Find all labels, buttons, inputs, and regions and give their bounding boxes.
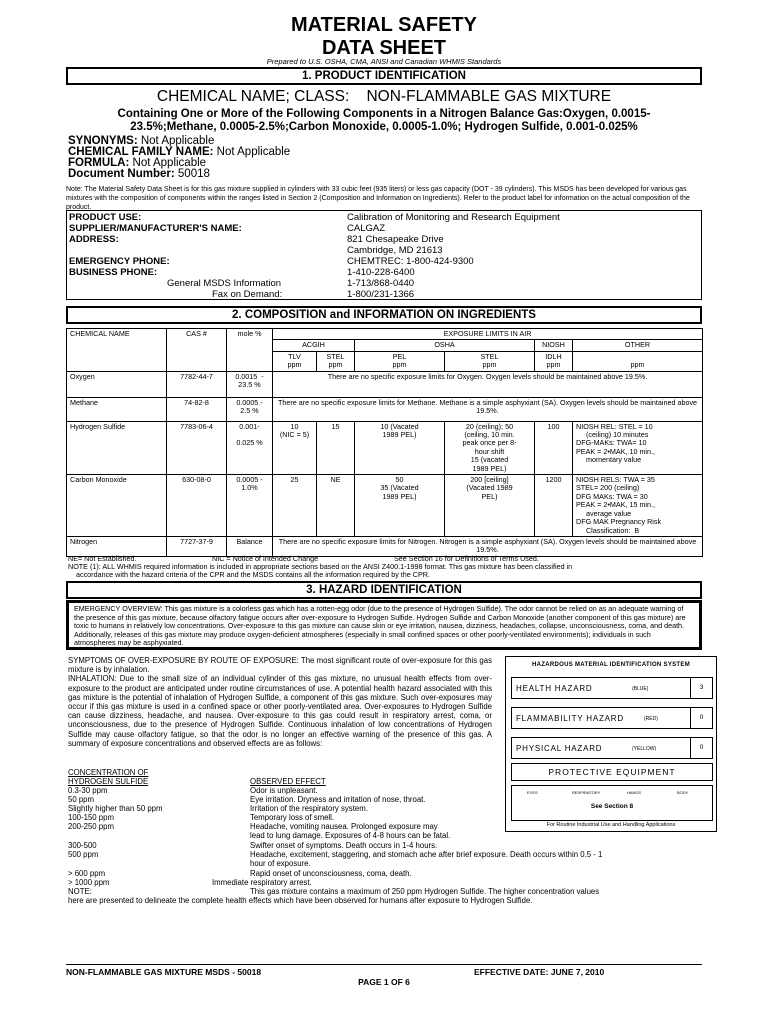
hdr-cas: CAS #: [167, 329, 227, 372]
footer-page-number: PAGE 1 OF 6: [358, 977, 410, 987]
general-info-label: General MSDS Information: [167, 278, 282, 289]
hdr-osha-stel-label: STEL: [480, 351, 499, 361]
docnum-line: [68, 168, 210, 180]
table-row: [67, 536, 703, 556]
symptoms-text: SYMPTOMS OF OVER-EXPOSURE BY ROUTE OF EXPOSURE: The most significant route of over-exposure for this gas mixture is by inhalation.: [68, 656, 492, 675]
formula-value: Not Applicable: [132, 157, 207, 169]
conc-1: 0.3-30 ppm: [68, 786, 108, 795]
emergency-phone-value: CHEMTREC: 1-800-424-9300: [347, 256, 474, 267]
hdr-osha-stel-unit: ppm: [482, 360, 497, 370]
hdr-tlv: [273, 351, 317, 371]
row-h2s-tlv: 10 (NIC = 5): [273, 421, 317, 474]
address-line-1: 821 Chesapeake Drive: [347, 234, 444, 245]
effect-7: Headache, excitement, staggering, and stomach ache after brief exposure. Death occurs within 0.5 - 1: [250, 850, 603, 859]
hdr-stel-label: STEL: [326, 351, 345, 361]
hdr-other-unit: [573, 351, 703, 371]
conc-6: 300-500: [68, 841, 97, 850]
docnum-value: 50018: [177, 168, 210, 180]
table-row: [67, 475, 703, 537]
physical-hazard-color: (YELLOW): [632, 746, 657, 752]
components-statement: [66, 108, 702, 134]
footer-rule: [66, 964, 702, 965]
components-line-1: Containing One or More of the Following Components in a Nitrogen Balance Gas:Oxygen, 0.0015-: [117, 108, 651, 120]
protective-equipment-label: PROTECTIVE EQUIPMENT: [511, 763, 713, 781]
row-co-name: Carbon Monoxide: [67, 475, 167, 537]
effect-header: OBSERVED EFFECT: [250, 777, 326, 786]
product-use-label: PRODUCT USE:: [69, 212, 142, 223]
row-nitrogen-name: Nitrogen: [67, 536, 167, 556]
fn-nic: NIC = Notice of Intended Change: [212, 554, 319, 563]
chemical-name: CHEMICAL NAME; CLASS: NON-FLAMMABLE GAS MIXTURE: [156, 88, 612, 105]
conc-header-1: CONCENTRATION OF: [68, 768, 149, 777]
table-row: [67, 397, 703, 421]
effect-9: Immediate respiratory arrest.: [212, 878, 312, 887]
hdr-stel: [317, 351, 355, 371]
effect-8: Rapid onset of unconsciousness, coma, death.: [250, 869, 412, 878]
hdr-niosh: NIOSH: [535, 340, 573, 351]
health-hazard-value: 3: [690, 678, 712, 698]
flammability-hazard-value: 0: [690, 708, 712, 728]
conc-7: 500 ppm: [68, 850, 99, 859]
row-methane-mole: 0.0005 - 2.5 %: [227, 397, 273, 421]
hdr-idlh: [535, 351, 573, 371]
row-co-osha-stel: 200 [ceiling] (Vacated 1989 PEL): [445, 475, 535, 537]
section3-heading: 3. HAZARD IDENTIFICATION: [66, 581, 702, 599]
address-line-2: Cambridge, MD 21613: [347, 245, 443, 256]
effect-4: Temporary loss of smell.: [250, 813, 335, 822]
hdr-chemical-name: CHEMICAL NAME: [67, 329, 167, 372]
health-hazard-color: (BLUE): [632, 686, 649, 692]
family-label: CHEMICAL FAMILY NAME:: [68, 146, 214, 158]
conc-2: 50 ppm: [68, 795, 95, 804]
flammability-hazard-label: FLAMMABILITY HAZARD: [516, 714, 624, 723]
formula-label: FORMULA:: [68, 157, 130, 169]
synonyms-label: SYNONYMS:: [68, 135, 138, 147]
business-phone-value: 1-410-228-6400: [347, 267, 415, 278]
conc-8: > 600 ppm: [68, 869, 106, 878]
hmis-routine-note: For Routine Industrial Use and Handling Applications: [546, 822, 676, 828]
hdr-other-unit-label: ppm: [630, 360, 645, 370]
table-row: [67, 421, 703, 474]
note-text: This gas mixture contains a maximum of 250 ppm Hydrogen Sulfide. The higher concentration values: [250, 887, 600, 896]
row-co-tlv: 25: [273, 475, 317, 537]
footer-doc-name: NON-FLAMMABLE GAS MIXTURE MSDS - 50018: [66, 967, 262, 977]
row-nitrogen-note: There are no specific exposure limits for Nitrogen. Nitrogen is a simple asphyxiant (SA). Oxygen levels should be maintained above 19.5%.: [273, 536, 703, 556]
ppe-respiratory: RESPIRATORY: [572, 790, 601, 795]
row-co-cas: 630-08-0: [167, 475, 227, 537]
msds-note: Note: The Material Safety Data Sheet is for this gas mixture supplied in cylinders with 33 cubic feet (935 liters) or less gas capacity (DOT - 39 cylinders). This MSDS has been developed for various gas mixtures with the composition of components within the ranges listed in Section 2 (Composition and Information on Ingredients). Refer to the product label for information on the actual composition of the product.: [66, 186, 690, 211]
doc-title-line1: MATERIAL SAFETY: [291, 14, 477, 36]
physical-hazard-value: 0: [690, 738, 712, 758]
business-phone-label: BUSINESS PHONE:: [69, 267, 158, 278]
row-h2s-stel: 15: [317, 421, 355, 474]
row-methane-name: Methane: [67, 397, 167, 421]
note-label: NOTE:: [68, 887, 92, 896]
hdr-tlv-unit: ppm: [287, 360, 302, 370]
row-oxygen-name: Oxygen: [67, 371, 167, 397]
row-co-mole: 0.0005 - 1.0%: [227, 475, 273, 537]
hdr-pel: [355, 351, 445, 371]
fn-see16: See Section 16 for Definitions of Terms Used.: [394, 554, 539, 563]
hdr-idlh-label: IDLH: [545, 351, 562, 361]
health-hazard-row: [511, 677, 713, 699]
physical-hazard-row: [511, 737, 713, 759]
section2-heading: 2. COMPOSITION and INFORMATION ON INGREDIENTS: [66, 306, 702, 324]
conc-header-2: HYDROGEN SULFIDE: [68, 777, 149, 786]
row-oxygen-cas: 7782-44-7: [167, 371, 227, 397]
row-h2s-pel: 10 (Vacated 1989 PEL): [355, 421, 445, 474]
effect-6: Swifter onset of symptoms. Death occurs in 1-4 hours.: [250, 841, 438, 850]
hdr-osha: OSHA: [355, 340, 535, 351]
hdr-stel-unit: ppm: [328, 360, 343, 370]
supplier-value: CALGAZ: [347, 223, 386, 234]
row-methane-note: There are no specific exposure limits for Methane. Methane is a simple asphyxiant (SA). Oxygen levels should be maintained above 19.5%.: [273, 397, 703, 421]
fax-value: 1-800/231-1366: [347, 289, 415, 300]
components-line-2: 23.5%;Methane, 0.0005-2.5%;Carbon Monoxide, 0.0005-1.0%; Hydrogen Sulfide, 0.001-0.025%: [130, 121, 638, 133]
hmis-title: HAZARDOUS MATERIAL IDENTIFICATION SYSTEM: [532, 662, 690, 668]
hdr-osha-stel: [445, 351, 535, 371]
row-co-idlh: 1200: [535, 475, 573, 537]
row-co-other: NIOSH RELS: TWA = 35 STEL= 200 (ceiling) DFG MAKs: TWA = 30 PEAK = 2•MAK, 15 min., average value DFG MAK Pregnancy Risk Classification: B: [573, 475, 703, 537]
row-co-pel: 50 35 (Vacated 1989 PEL): [355, 475, 445, 537]
prepared-statement: Prepared to U.S. OSHA, CMA, ANSI and Canadian WHMIS Standards: [266, 57, 502, 66]
conc-9: > 1000 ppm: [68, 878, 110, 887]
conc-5: 200-250 ppm: [68, 822, 114, 831]
composition-table: [66, 328, 703, 557]
row-h2s-cas: 7783-06-4: [167, 421, 227, 474]
hdr-mole: mole %: [227, 329, 273, 372]
fn-note2: accordance with the hazard criteria of the CPR and the MSDS contains all the information required by the CPR.: [76, 570, 430, 579]
ppe-eyes: EYES: [527, 790, 538, 795]
flammability-hazard-color: (RED): [644, 716, 658, 722]
flammability-hazard-row: [511, 707, 713, 729]
health-hazard-label: HEALTH HAZARD: [516, 684, 593, 693]
address-label: ADDRESS:: [69, 234, 119, 245]
row-co-stel: NE: [317, 475, 355, 537]
row-oxygen-note: There are no specific exposure limits for Oxygen. Oxygen levels should be maintained above 19.5%.: [273, 371, 703, 397]
row-nitrogen-cas: 7727-37-9: [167, 536, 227, 556]
general-info-value: 1-713/868-0440: [347, 278, 415, 289]
row-nitrogen-mole: Balance: [227, 536, 273, 556]
footer-effective-date: EFFECTIVE DATE: JUNE 7, 2010: [474, 967, 605, 977]
product-use-value: Calibration of Monitoring and Research Equipment: [347, 212, 560, 223]
hdr-idlh-unit: ppm: [546, 360, 561, 370]
hdr-pel-label: PEL: [392, 351, 407, 361]
hmis-panel: [505, 656, 717, 832]
row-oxygen-mole: 0.0015 - 23.5 %: [227, 371, 273, 397]
ppe-body: BODY: [677, 790, 689, 795]
row-h2s-idlh: 100: [535, 421, 573, 474]
fn-note1: NOTE (1): ALL WHMIS required information is included in appropriate sections based on the ANSI Z400.1-1998 format. This gas mixture has been classified in: [68, 562, 573, 571]
doc-title-line2: DATA SHEET: [321, 37, 447, 59]
emergency-phone-label: EMERGENCY PHONE:: [69, 256, 170, 267]
hdr-tlv-label: TLV: [288, 351, 301, 361]
row-h2s-other: NIOSH REL: STEL = 10 (ceiling) 10 minutes DFG-MAKs: TWA= 10 PEAK = 2•MAK, 10 min., momentary value: [573, 421, 703, 474]
ppe-box: [511, 785, 713, 821]
effect-1: Odor is unpleasant.: [250, 786, 318, 795]
hdr-acgih: ACGIH: [273, 340, 355, 351]
fn-ne: NE= Not Established.: [68, 554, 137, 563]
hdr-exposure-limits: EXPOSURE LIMITS IN AIR: [273, 329, 703, 340]
effect-7b: hour of exposure.: [250, 859, 311, 868]
inhalation-text: INHALATION: Due to the small size of an individual cylinder of this gas mixture, no unusual health effects from over-exposure to the product are anticipated under routine circumstances of use. A potential health hazard associated with this gas mixture is the potential of inhalation of Hydrogen Sulfide, a component of this gas mixture. Such over-exposures may occur if this gas mixture is used in a confined space or other poorly-ventilated area. Over-exposures to Hydrogen Sulfide can cause dizziness, headache, and nausea. Over-exposure to this gas could result in respiratory arrest, coma, or unconsciousness, due to the presence of Hydrogen Sulfide. Continuous inhalation of low concentrations of Hydrogen Sulfide may cause olfactory fatigue, so that the odor is no longer an effective warning of the presence of this gas. A summary of exposure concentrations and observed effects are as follows:: [68, 674, 492, 748]
physical-hazard-label: PHYSICAL HAZARD: [516, 744, 603, 753]
effect-5b: lead to lung damage. Exposures of 4-8 hours can be fatal.: [250, 831, 451, 840]
family-value: Not Applicable: [216, 146, 291, 158]
table-row: [67, 371, 703, 397]
symptoms-block: [68, 656, 492, 748]
hdr-other: OTHER: [573, 340, 703, 351]
fax-label: Fax on Demand:: [212, 289, 283, 300]
effect-2: Eye irritation. Dryness and irritation of nose, throat.: [250, 795, 426, 804]
synonyms-value: Not Applicable: [140, 135, 215, 147]
conc-3: Slightly higher than 50 ppm: [68, 804, 163, 813]
conc-4: 100-150 ppm: [68, 813, 114, 822]
see-section-8: See Section 8: [590, 803, 634, 810]
note-text-2: here are presented to delineate the complete health effects which have been observed for humans after exposure to Hydrogen Sulfide.: [68, 896, 533, 905]
supplier-label: SUPPLIER/MANUFACTURER'S NAME:: [69, 223, 242, 234]
hdr-pel-unit: ppm: [392, 360, 407, 370]
ppe-hands: HANDS: [627, 790, 642, 795]
docnum-label: Document Number:: [68, 168, 175, 180]
row-h2s-name: Hydrogen Sulfide: [67, 421, 167, 474]
section1-heading: 1. PRODUCT IDENTIFICATION: [66, 67, 702, 85]
row-h2s-osha-stel: 20 (ceiling); 50 (ceiling, 10 min. peak once per 8- hour shift 15 (vacated 1989 PEL): [445, 421, 535, 474]
effect-5: Headache, vomiting nausea. Prolonged exposure may: [250, 822, 438, 831]
emergency-overview: EMERGENCY OVERVIEW: This gas mixture is a colorless gas which has a rotten-egg odor (due to the presence of Hydrogen Sulfide). The odor cannot be relied on as an adequate warning of the presence of this gas mixture, because olfactory fatigue occurs after over-exposure to Hydrogen Sulfide. Hydrogen Sulfide and Carbon Monoxide (another component of this gas mixture) are toxic to humans in relatively low concentrations. Over-exposure to this gas mixture can cause skin or eye irritation, nausea, dizziness, headaches, collapse, unconsciousness, coma, and death. Additionally, releases of this gas mixture may produce oxygen-deficient atmospheres (especially in small confined spaces or other poorly-ventilated environments); individuals in such atmospheres may be asphyxiated.: [66, 600, 702, 650]
row-methane-cas: 74-82-8: [167, 397, 227, 421]
product-info-box: [66, 210, 702, 300]
row-h2s-mole: 0.001- 0.025 %: [227, 421, 273, 474]
effect-3: Irritation of the respiratory system.: [250, 804, 368, 813]
